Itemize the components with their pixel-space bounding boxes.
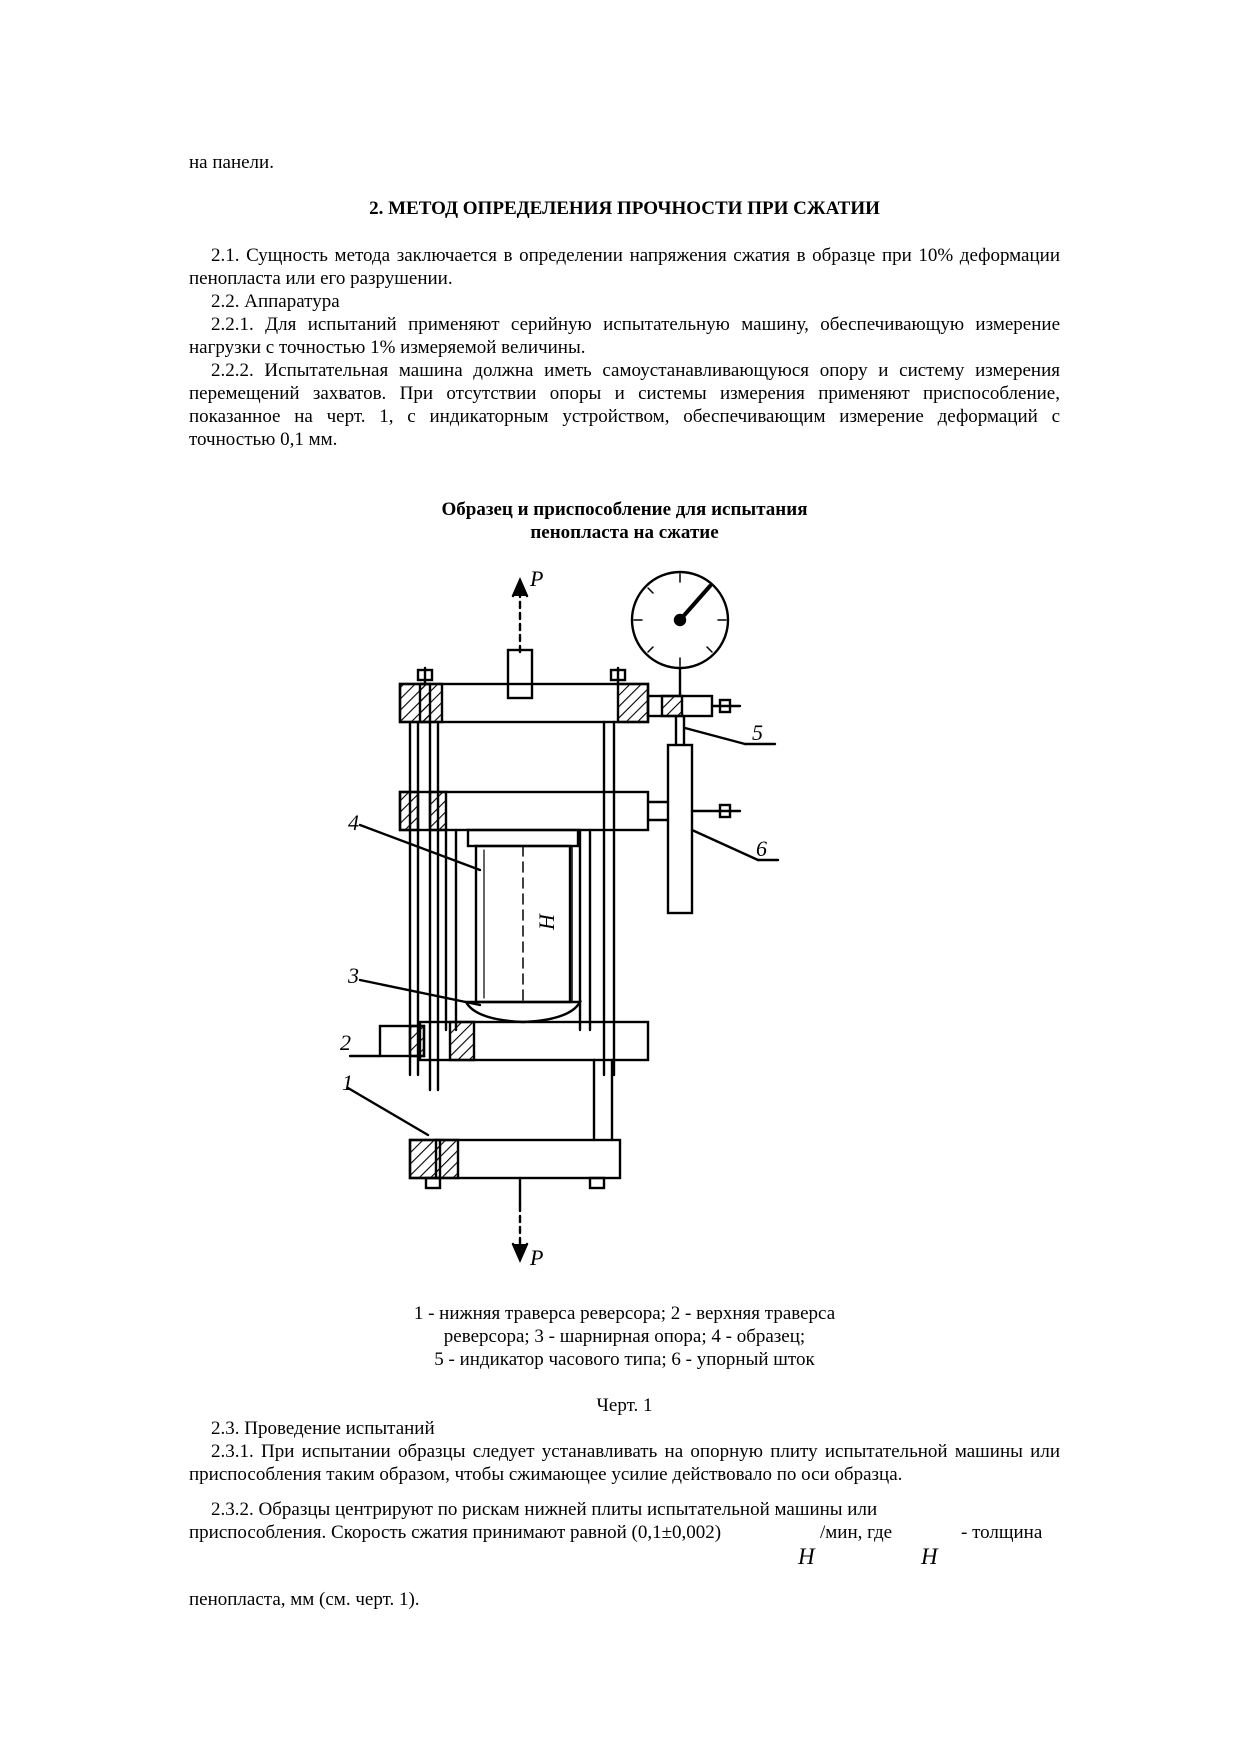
caption-line-2: реверсора; 3 - шарнирная опора; 4 - образец; [443,1326,806,1347]
paragraph-2-3: 2.3. Проведение испытаний [211,1418,435,1439]
formula-symbol-h-1: H [798,1544,815,1569]
label-2: 2 [340,1030,351,1055]
caption-line-1: 1 - нижняя траверса реверсора; 2 - верхняя траверса [413,1303,836,1324]
technical-drawing [340,560,860,1290]
continuation-line: на панели. [189,152,274,173]
formula-text-1: приспособления. Скорость сжатия принимают равной (0,1±0,002) [189,1522,722,1543]
paragraph-2-1: 2.1. Сущность метода заключается в определении напряжения сжатия в образце при 10% деформации пенопласта или его разрушении. [189,245,1060,289]
figure-number: Черт. 1 [596,1395,653,1416]
label-p-top: P [530,566,544,591]
label-p-bottom: P [530,1245,544,1270]
formula-text-3: - толщина [961,1522,1043,1543]
label-3: 3 [348,963,359,988]
figure-caption [189,1302,1060,1371]
label-4: 4 [348,810,359,835]
body-section-3 [189,1498,1060,1571]
paragraph-2-2-1: 2.2.1. Для испытаний применяют серийную испытательную машину, обеспечивающую измерение нагрузки с точностью 1% измеряемой величины. [189,314,1060,358]
label-6: 6 [756,836,767,861]
spherical-support [466,1002,580,1022]
body-section-2 [189,1417,1060,1486]
paragraph-2-2: 2.2. Аппаратура [211,291,340,312]
paragraph-2-2-2: 2.2.2. Испытательная машина должна иметь самоустанавливающуюся опору и систему измерения перемещений захватов. При отсутствии опоры и системы измерения применяют приспособление, показанное на черт. 1, с индикаторным устройством, обеспечивающим измерение деформаций с точностью 0,1 мм. [189,360,1060,450]
paragraph-2-3-2: 2.3.2. Образцы центрируют по рискам нижней плиты испытательной машины или [211,1499,878,1520]
caption-line-3: 5 - индикатор часового типа; 6 - упорный шток [434,1349,815,1370]
body-section-1 [189,244,1060,451]
formula-symbol-h-2: H [921,1544,938,1569]
formula-line [189,1521,1060,1571]
label-5: 5 [752,720,763,745]
final-line: пенопласта, мм (см. черт. 1). [189,1589,420,1610]
label-h: H [534,914,559,930]
section-heading: 2. МЕТОД ОПРЕДЕЛЕНИЯ ПРОЧНОСТИ ПРИ СЖАТИИ [369,198,880,219]
paragraph-2-3-1: 2.3.1. При испытании образцы следует устанавливать на опорную плиту испытательной машины или приспособления таким образом, чтобы сжимающее усилие действовало по оси образца. [189,1441,1060,1485]
formula-text-2: /мин, где [820,1522,893,1543]
figure-title-line-2: пенопласта на сжатие [530,522,719,543]
label-1: 1 [342,1070,353,1095]
figure-title [189,498,1060,544]
figure-title-line-1: Образец и приспособление для испытания [441,499,808,520]
stop-rod [668,745,692,913]
